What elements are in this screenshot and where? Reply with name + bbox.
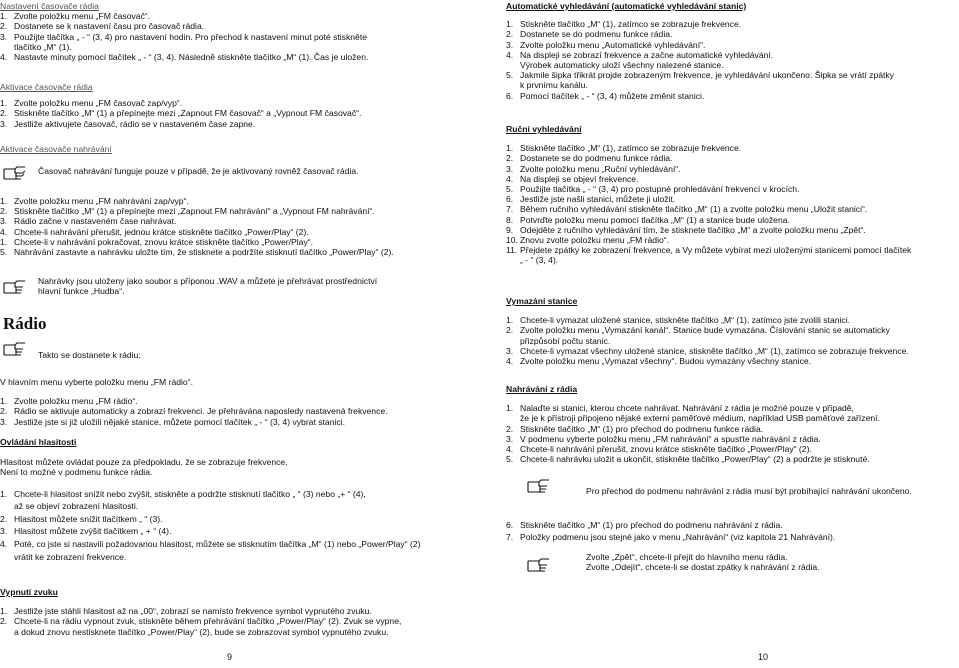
section-title-radio: Rádio bbox=[3, 314, 47, 333]
list-item bbox=[506, 19, 956, 29]
list-item-number: 3. bbox=[0, 118, 8, 129]
list-item-text: Poté, co jste si nastavili požadovanou hlasitost, můžete se stisknutím tlačítka „M“ (1) nebo „Power/Play“ (2) bbox=[14, 538, 421, 549]
list-item bbox=[506, 434, 956, 444]
list-item-text: Jestliže jste si již uložili nějaké stanice, můžete pomocí tlačítek „ - “ (3, 4) vybrat stanici. bbox=[14, 416, 345, 427]
list-item-number: 4. bbox=[506, 49, 514, 60]
list-item-text: Během ručního vyhledávání stiskněte tlačítko „M“ (1) a zvolte položku menu „Uložit stanici“. bbox=[520, 204, 868, 215]
list-item bbox=[506, 519, 956, 531]
page-number: 9 bbox=[227, 652, 233, 662]
list-item-text: Přejdete zpátky ke zobrazení frekvence, a Vy můžete vybírat mezi uloženými stanicemi pomocí tlačítek bbox=[520, 245, 912, 256]
list-item bbox=[0, 119, 468, 129]
list-item-number: 3. bbox=[506, 39, 514, 50]
list-item-number: 1. bbox=[0, 11, 8, 22]
heading-volume: Ovládání hlasitosti bbox=[0, 437, 77, 447]
list-item bbox=[506, 164, 956, 174]
heading-recording-timer: Aktivace časovače nahrávání bbox=[0, 144, 112, 154]
list-item-number: 2. bbox=[506, 423, 514, 434]
list-item bbox=[506, 413, 956, 423]
list-item bbox=[506, 174, 956, 184]
section-radio-recording bbox=[506, 384, 956, 464]
list-item-text: Rádio se aktivuje automaticky a zobrazí frekvenci. Je přehrávána naposledy nastavená frekvence. bbox=[14, 406, 388, 417]
list-item-number: 5. bbox=[506, 70, 514, 81]
list-item bbox=[0, 500, 468, 513]
list-item-number: 3. bbox=[506, 163, 514, 174]
list-recording-submenu bbox=[506, 519, 956, 543]
list-item bbox=[506, 315, 956, 325]
list-item-number: 10. bbox=[506, 235, 518, 246]
list-item-number: 1. bbox=[0, 196, 8, 206]
list-item-text: Dostanete se k nastavení času pro časovač rádia. bbox=[14, 21, 205, 32]
list-item-number: 6. bbox=[506, 90, 514, 101]
list-item bbox=[506, 444, 956, 454]
list-item-text: Stiskněte tlačítko „M“ (1), zatímco se zobrazuje frekvence. bbox=[520, 143, 742, 154]
list-item bbox=[506, 336, 956, 346]
list-timer-activation bbox=[0, 98, 468, 129]
list-item bbox=[0, 417, 468, 427]
list-item bbox=[506, 245, 956, 255]
list-item-text: Chcete-li vymazat všechny uložené stanice, stiskněte tlačítko „M“ (1), zatímco se zobrazuje frekvence. bbox=[520, 345, 909, 356]
list-item bbox=[0, 206, 468, 216]
list-item-number: 5. bbox=[506, 454, 514, 465]
list-item-text: přizpůsobí počtu stanic. bbox=[520, 335, 611, 346]
list-item-number: 2. bbox=[0, 108, 8, 119]
list-volume bbox=[0, 488, 468, 564]
section-auto-search bbox=[506, 1, 956, 101]
list-item-text: Nalaďte si stanici, kterou chcete nahrávat. Nahrávání z rádia je možné pouze v případě, bbox=[520, 403, 854, 414]
list-item-text: Výrobek automaticky uloží všechny nalezené stanice. bbox=[520, 60, 724, 71]
heading-mute: Vypnutí zvuku bbox=[0, 587, 58, 597]
list-item bbox=[506, 194, 956, 204]
list-item-text: Stiskněte tlačítko „M“ (1) a přepínejte mezi „Zapnout FM nahrávání“ a „Vypnout FM nahrávání“. bbox=[14, 206, 375, 217]
heading-radio-recording: Nahrávání z rádia bbox=[506, 384, 578, 394]
note-hand-icon bbox=[527, 478, 555, 494]
list-item-number: 2. bbox=[0, 406, 8, 417]
list-item-text: Dostanete se do podmenu funkce rádia. bbox=[520, 29, 673, 40]
heading-auto-search: Automatické vyhledávání (automatické vyhledávání stanic) bbox=[506, 1, 747, 11]
list-item bbox=[0, 227, 468, 237]
list-item bbox=[0, 488, 468, 501]
note-hand-icon bbox=[3, 279, 31, 295]
list-item-number: 4. bbox=[506, 356, 514, 367]
list-item-text: Chcete-li nahrávání přerušit, znovu krátce stiskněte tlačítko „Power/Play“ (2). bbox=[520, 444, 812, 455]
list-item bbox=[506, 531, 956, 543]
list-item-number: 4. bbox=[0, 538, 8, 549]
list-item bbox=[506, 153, 956, 163]
list-radio-open bbox=[0, 396, 468, 427]
page-number: 10 bbox=[758, 652, 769, 662]
list-item-text: Zvolte položku menu „FM nahrávání zap/vyp“. bbox=[14, 196, 189, 206]
list-item-text: Dostanete se do podmenu funkce rádia. bbox=[520, 153, 673, 164]
list-item bbox=[0, 11, 468, 21]
section-recording-steps bbox=[0, 196, 468, 257]
list-item-number: 3. bbox=[506, 345, 514, 356]
section-timer-activation bbox=[0, 82, 468, 129]
list-item-text: Stiskněte tlačítko „M“ (1) pro přechod do podmenu funkce rádia. bbox=[520, 423, 764, 434]
list-item bbox=[0, 237, 468, 247]
list-item-number: 9. bbox=[506, 224, 514, 235]
list-item-text: Znovu zvolte položku menu „FM rádio“. bbox=[520, 235, 670, 246]
note-radio-access: Takto se dostanete k rádiu: bbox=[38, 350, 141, 360]
list-item bbox=[0, 98, 468, 108]
list-item-number: 11. bbox=[506, 245, 518, 256]
list-item-number: 2. bbox=[506, 29, 514, 40]
list-item-text: Nastavte minuty pomocí tlačítek „ - “ (3, 4). Následně stiskněte tlačítko „M“ (1). Čas je uložen. bbox=[14, 52, 369, 63]
list-item bbox=[0, 396, 468, 406]
list-item-text: Chcete-li hlasitost snížit nebo zvýšit, stiskněte a podržte stisknutí tlačítko „ “ (3) nebo „+ “ (4), bbox=[14, 488, 366, 499]
note-hand-icon bbox=[527, 557, 555, 573]
list-item bbox=[506, 454, 956, 464]
note-recordings-format: Nahrávky jsou uloženy jako soubor s příponou .WAV a můžete je přehrávat prostřednictví hlavní funkce „Hudba“. bbox=[38, 276, 378, 297]
list-item-text: Odejděte z ručního vyhledávání tím, že stisknete tlačítko „M“ a zvolte položku menu „Zpět“. bbox=[520, 224, 866, 235]
list-item-text: že je k přístroji připojeno nějaké externí paměťové médium, například USB paměťové zařízení. bbox=[520, 413, 880, 424]
section-manual-search bbox=[506, 124, 956, 266]
list-item-number: 3. bbox=[0, 416, 8, 427]
list-item bbox=[0, 406, 468, 416]
list-item-text: Jestliže aktivujete časovač, rádio se v nastaveném čase zapne. bbox=[14, 118, 256, 129]
list-item bbox=[0, 196, 468, 206]
list-item-number: 1. bbox=[0, 488, 8, 499]
heading-manual-search: Ruční vyhledávání bbox=[506, 124, 582, 134]
list-item-number: 1. bbox=[506, 143, 514, 154]
list-item bbox=[506, 255, 956, 265]
list-item-number: 4. bbox=[0, 226, 8, 237]
list-item-text: Jestliže jste stáhli hlasitost až na „00“, zobrazí se namísto frekvence symbol vypnutého zvuku. bbox=[14, 606, 372, 617]
list-item-text: V podmenu vyberte položku menu „FM nahrávání“ a spusťte nahrávání z rádia. bbox=[520, 433, 821, 444]
list-item bbox=[506, 184, 956, 194]
list-item bbox=[0, 525, 468, 538]
list-item-number: 2. bbox=[0, 513, 8, 524]
list-item-text: Nahrávání zastavte a nahrávku uložte tím, že stisknete a podržíte stisknutí tlačítko „Power/Play“ (2). bbox=[14, 247, 394, 258]
list-manual-search bbox=[506, 143, 956, 265]
list-item bbox=[506, 204, 956, 214]
list-item-text: Chcete-li v nahrávání pokračovat, znovu krátce stiskněte tlačítko „Power/Play“. bbox=[14, 236, 314, 247]
list-item bbox=[506, 70, 956, 80]
list-item bbox=[0, 513, 468, 526]
list-item-number: 2. bbox=[0, 616, 8, 627]
heading-timer-activation: Aktivace časovače rádia bbox=[0, 82, 93, 92]
list-item bbox=[0, 616, 468, 626]
list-item bbox=[506, 215, 956, 225]
list-item bbox=[506, 80, 956, 90]
list-item bbox=[506, 325, 956, 335]
list-item bbox=[0, 216, 468, 226]
list-item-text: Zvolte položku menu „Vymazat všechny“. Budou vymazány všechny stanice. bbox=[520, 356, 812, 367]
list-item-number: 7. bbox=[506, 532, 514, 542]
list-item-number: 3. bbox=[0, 526, 8, 537]
list-item-number: 3. bbox=[506, 433, 514, 444]
list-item-text: Hlasitost můžete zvýšit tlačítkem „ + “ (4). bbox=[14, 526, 172, 537]
list-item bbox=[506, 424, 956, 434]
section-radio-open: V hlavním menu vyberte položku menu „FM rádio“. 1. Zvolte položku menu „FM rádio“. 2. Rádio se aktivuje automaticky a zobrazí frekvenci. Je přehrávána naposledy nastavená frekvence. 3. Jestliže jste si již uložili nějaké stanice, můžete pomocí tlačítek „ - “ (3, 4) vybrat stanici. bbox=[0, 377, 468, 427]
list-item bbox=[506, 91, 956, 101]
list-item bbox=[506, 40, 956, 50]
list-item bbox=[506, 143, 956, 153]
list-item-number: 4. bbox=[506, 444, 514, 455]
list-item-number: 1. bbox=[506, 315, 514, 326]
list-item-text: k prvnímu kanálu. bbox=[520, 80, 588, 91]
list-item bbox=[0, 52, 468, 62]
list-recording-steps bbox=[0, 196, 468, 257]
heading-timer-setup: Nastavení časovače rádia bbox=[0, 1, 99, 11]
list-item-number: 3. bbox=[0, 31, 8, 42]
list-item-text: Použijte tlačítka „ - “ (3, 4) pro nastavení hodin. Pro přechod k nastavení minut poté stiskněte bbox=[14, 31, 368, 42]
list-item-text: Zvolte položku menu „Vymazání kanál“. Stanice bude vymazána. Číslování stanic se automaticky bbox=[520, 325, 890, 336]
list-item-text: vrátit ke zobrazení frekvence. bbox=[14, 551, 127, 562]
list-item bbox=[0, 42, 468, 52]
list-item-text: „ - “ (3, 4). bbox=[520, 255, 559, 266]
list-item-text: Rádio začne v nastaveném čase nahrávat. bbox=[14, 216, 177, 227]
list-item bbox=[506, 29, 956, 39]
section-timer-setup bbox=[0, 1, 468, 62]
list-item-number: 4. bbox=[506, 173, 514, 184]
list-item bbox=[506, 50, 956, 60]
list-item-number: 5. bbox=[0, 247, 8, 258]
list-item bbox=[506, 225, 956, 235]
list-item-text: Na displeji se zobrazí frekvence a začne automatické vyhledávání. bbox=[520, 49, 774, 60]
list-item bbox=[0, 32, 468, 42]
list-item-text: tlačítko „M“ (1). bbox=[14, 41, 72, 52]
list-item-number: 2. bbox=[506, 325, 514, 336]
note-back-exit: Zvolte „Zpět“, chcete-li přejít do hlavního menu rádia. Zvolte „Odejít“, chcete-li se dostat zpátky k nahrávání z rádia. bbox=[586, 552, 820, 573]
list-radio-recording bbox=[506, 403, 956, 464]
list-item bbox=[0, 627, 468, 637]
list-item-number: 6. bbox=[506, 520, 514, 530]
list-item-number: 7. bbox=[506, 204, 514, 215]
list-item-text: Chcete-li na rádiu vypnout zvuk, stiskněte během přehrávání tlačítko „Power/Play“ (2). Zvuk se vypne, bbox=[14, 616, 402, 627]
list-item-number: 1. bbox=[0, 236, 8, 247]
list-item-number: 1. bbox=[506, 403, 514, 414]
list-item bbox=[0, 247, 468, 257]
list-item-text: Jestliže jste našli stanici, můžete ji uložit. bbox=[520, 194, 676, 205]
list-item bbox=[506, 235, 956, 245]
section-recording-submenu bbox=[506, 519, 956, 543]
list-item bbox=[0, 606, 468, 616]
list-item-text: Chcete-li nahrávku uložit a ukončit, stiskněte tlačítko „Power/Play“ (2) a podržte je stisknuté. bbox=[520, 454, 870, 465]
list-item-text: Zvolte položku menu „FM rádio“. bbox=[14, 396, 138, 407]
list-item-number: 5. bbox=[506, 184, 514, 195]
list-item-text: Stiskněte tlačítko „M“ (1) pro přechod do podmenu nahrávání z rádia. bbox=[520, 520, 783, 530]
heading-delete-station: Vymazání stanice bbox=[506, 296, 578, 306]
note-hand-icon bbox=[3, 165, 31, 181]
section-mute bbox=[0, 587, 468, 637]
list-item bbox=[506, 403, 956, 413]
list-item-text: Potvrďte položku menu pomocí tlačítka „M“ (1) a stanice bude uložena. bbox=[520, 214, 790, 225]
section-volume: Ovládání hlasitosti Hlasitost můžete ovládat pouze za předpokladu, že se zobrazuje frekvence. Není to možné v podmenu funkce rádia. 1. Chcete-li hlasitost snížit nebo zvýšit, stiskněte a podržte stisknutí tlačítko „ “ (3) nebo „+ “ (4), až se objeví zobrazení hlasitosti. 2. Hlasitost můžete snížit tlačítkem „ “ (3). 3. Hlasitost můžete zvýšit tlačítkem „ + “ (4). 4. Poté, co jste si nastavili požadovanou hlasitost, můžete se stisknutím tlačítka „M“ (1) nebo „Power/Play“ (2) vrátit ke zobrazení frekvence. bbox=[0, 437, 468, 563]
list-item-text: Hlasitost můžete snížit tlačítkem „ “ (3). bbox=[14, 513, 163, 524]
list-item-number: 3. bbox=[0, 216, 8, 227]
list-item bbox=[0, 551, 468, 564]
list-item-text: Stiskněte tlačítko „M“ (1) a přepínejte mezi „Zapnout FM časovač“ a „Vypnout FM časovač“. bbox=[14, 108, 362, 119]
list-item-text: Na displeji se objeví frekvence. bbox=[520, 173, 639, 184]
list-item-text: a dokud znovu nestisknete tlačítko „Power/Play“ (2), bude se zobrazovat symbol vypnutého zvuku. bbox=[14, 626, 389, 637]
list-item-text: až se objeví zobrazení hlasitosti. bbox=[14, 501, 139, 512]
list-item-text: Zvolte položku menu „FM časovač“. bbox=[14, 11, 151, 22]
list-item-number: 8. bbox=[506, 214, 514, 225]
list-item-text: Položky podmenu jsou stejné jako v menu „Nahrávání“ (viz kapitola 21 Nahrávání). bbox=[520, 532, 836, 542]
list-item-number: 4. bbox=[0, 52, 8, 63]
list-item-text: Jakmile šipka třikrát projde zobrazeným frekvence, je vyhledávání ukončeno. Šipka se vrátí zpátky bbox=[520, 70, 895, 81]
list-item-number: 1. bbox=[506, 19, 514, 30]
note-recording-timer: Časovač nahrávání funguje pouze v případě, že je aktivovaný rovněž časovač rádia. bbox=[38, 166, 359, 176]
list-item bbox=[506, 60, 956, 70]
list-item-number: 2. bbox=[506, 153, 514, 164]
list-item bbox=[0, 538, 468, 551]
list-item-number: 1. bbox=[0, 396, 8, 407]
list-item-text: Zvolte položku menu „Automatické vyhledávání“. bbox=[520, 39, 706, 50]
list-item-text: Zvolte položku menu „FM časovač zap/vyp“. bbox=[14, 98, 183, 109]
list-item-number: 2. bbox=[0, 21, 8, 32]
note-hand-icon bbox=[3, 341, 31, 357]
list-mute bbox=[0, 606, 468, 637]
list-item-text: Pomocí tlačítek „ - “ (3, 4) můžete změnit stanici. bbox=[520, 90, 705, 101]
list-item-number: 1. bbox=[0, 606, 8, 617]
section-delete-station bbox=[506, 296, 956, 366]
list-delete-station bbox=[506, 315, 956, 366]
list-item-text: Chcete-li vymazat uložené stanice, stiskněte tlačítko „M“ (1), zatímco jste zvolili stanici. bbox=[520, 315, 851, 326]
note-recording-submenu: Pro přechod do podmenu nahrávání z rádia musí být probíhající nahrávání ukončeno. bbox=[586, 486, 912, 496]
list-timer-setup bbox=[0, 11, 468, 62]
list-item-text: Chcete-li nahrávání přerušit, jednou krátce stiskněte tlačítko „Power/Play“ (2). bbox=[14, 226, 309, 237]
list-item bbox=[0, 21, 468, 31]
list-item-number: 6. bbox=[506, 194, 514, 205]
list-item bbox=[506, 356, 956, 366]
list-item bbox=[0, 108, 468, 118]
list-item-number: 1. bbox=[0, 98, 8, 109]
list-item-text: Použijte tlačítka „ - “ (3, 4) pro postupné prohledávání frekvencí v krocích. bbox=[520, 184, 800, 195]
list-item-text: Zvolte položku menu „Ruční vyhledávání“. bbox=[520, 163, 681, 174]
list-item-text: Stiskněte tlačítko „M“ (1), zatímco se zobrazuje frekvence. bbox=[520, 19, 742, 30]
list-item bbox=[506, 346, 956, 356]
list-auto-search bbox=[506, 19, 956, 101]
list-item-number: 2. bbox=[0, 206, 8, 217]
section-recording-timer bbox=[0, 144, 468, 154]
